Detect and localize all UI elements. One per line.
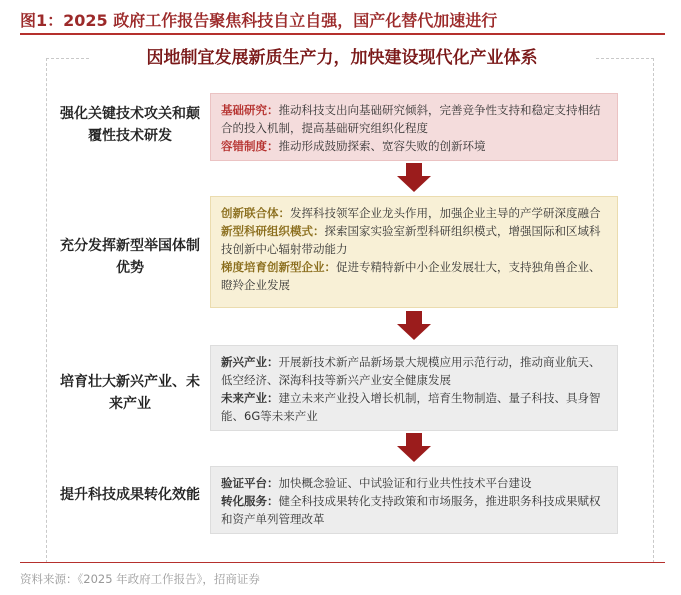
down-arrow-icon	[396, 433, 432, 463]
source-note: 资料来源：《2025 年政府工作报告》，招商证券	[20, 572, 260, 586]
item-key: 验证平台：	[221, 476, 279, 490]
section-box-3	[210, 345, 618, 431]
figure-title: 图1：2025 政府工作报告聚焦科技自立自强，国产化替代加速进行	[20, 11, 498, 30]
item-key: 容错制度：	[221, 139, 279, 153]
section-label-1: 强化关键技术攻关和颠覆性技术研发	[60, 106, 200, 144]
item-text: 促进专精特新中小企业发展壮大，支持独角兽企业、瞪羚企业发展	[221, 260, 601, 292]
item-key: 未来产业：	[221, 391, 279, 405]
section-2-item-3	[221, 258, 607, 294]
item-key: 创新联合体：	[221, 206, 290, 220]
section-label-2: 充分发挥新型举国体制优势	[60, 238, 200, 276]
item-text: 开展新技术新产品新场景大规模应用示范行动，推动商业航天、低空经济、深海科技等新兴产业安全健康发展	[221, 355, 601, 387]
main-title: 因地制宜发展新质生产力，加快建设现代化产业体系	[90, 44, 594, 72]
section-4-item-2	[221, 492, 607, 528]
section-1-item-1	[221, 101, 607, 137]
item-text: 推动形成鼓励探索、宽容失败的创新环境	[278, 139, 486, 153]
bottom-rule	[20, 562, 665, 563]
item-text: 加快概念验证、中试验证和行业共性技术平台建设	[278, 476, 532, 490]
section-box-1	[210, 93, 618, 161]
section-box-4	[210, 466, 618, 534]
item-text: 健全科技成果转化支持政策和市场服务，推进职务科技成果赋权和资产单列管理改革	[221, 494, 601, 526]
section-2-item-1	[221, 204, 607, 222]
section-2-item-2	[221, 222, 607, 258]
down-arrow-icon	[396, 311, 432, 341]
item-key: 新型科研组织模式：	[221, 224, 325, 238]
item-text: 发挥科技领军企业龙头作用，加强企业主导的产学研深度融合	[290, 206, 601, 220]
section-1-item-2	[221, 137, 607, 155]
item-text: 推动科技支出向基础研究倾斜，完善竞争性支持和稳定支持相结合的投入机制，提高基础研究组织化程度	[221, 103, 601, 135]
section-label-3: 培育壮大新兴产业、未来产业	[60, 374, 200, 412]
down-arrow-icon	[396, 163, 432, 193]
item-text: 建立未来产业投入增长机制，培育生物制造、量子科技、具身智能、6G等未来产业	[221, 391, 601, 423]
item-key: 梯度培育创新型企业：	[221, 260, 336, 274]
item-key: 基础研究：	[221, 103, 279, 117]
section-box-2	[210, 196, 618, 308]
item-key: 新兴产业：	[221, 355, 279, 369]
item-key: 转化服务：	[221, 494, 279, 508]
section-4-item-1	[221, 474, 607, 492]
section-3-item-2	[221, 389, 607, 425]
section-label-4: 提升科技成果转化效能	[60, 487, 200, 503]
section-3-item-1	[221, 353, 607, 389]
item-text: 探索国家实验室新型科研组织模式，增强国际和区域科技创新中心辐射带动能力	[221, 224, 601, 256]
top-rule	[20, 33, 665, 35]
